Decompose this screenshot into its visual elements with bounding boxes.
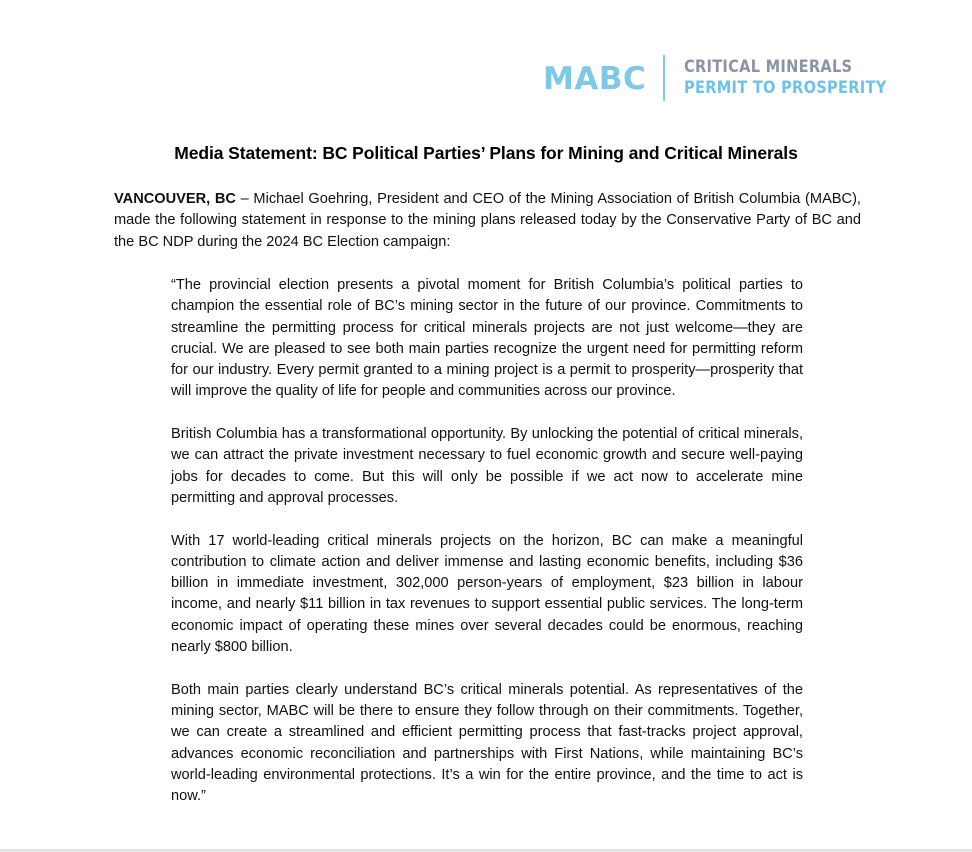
quote-paragraph-3: With 17 world-leading critical minerals projects on the horizon, BC can make a meaningful contribution to climate action and deliver immense and lasting economic benefits, including $36 billion in immediate investment, 302,000 person-years of employment, $23 billion in labour income, and nearly $11 billion in tax revenues to support essential public services. The long-term economic impact of operating these mines over several decades could be enormous, reaching nearly $800 billion. bbox=[171, 532, 803, 656]
quote-paragraph-4: Both main parties clearly understand BC’s critical minerals potential. As representatives of the mining sector, MABC will be there to ensure they follow through on their commitments. Together, we can create a streamlined and efficient permitting process that fast-tracks project approval, advances economic reconciliation and partnerships with First Nations, while maintaining BC’s world-leading environmental protections. It’s a win for the entire province, and the time to act is now.” bbox=[171, 681, 803, 805]
quote-block bbox=[171, 275, 803, 807]
logo-tagline bbox=[684, 57, 887, 99]
mabc-logo bbox=[543, 54, 920, 102]
dateline: VANCOUVER, BC bbox=[114, 191, 236, 207]
logo-divider bbox=[663, 55, 665, 101]
quote-paragraph-2: British Columbia has a transformational opportunity. By unlocking the potential of critical minerals, we can attract the private investment necessary to fuel economic growth and secure well-paying jobs for decades to come. But this will only be possible if we act now to accelerate mine permitting and approval processes. bbox=[171, 426, 803, 506]
logo-tagline-line1: CRITICAL MINERALS bbox=[684, 57, 853, 77]
quote-paragraph-1: “The provincial election presents a pivotal moment for British Columbia’s political parties to champion the essential role of BC’s mining sector in the future of our province. Commitments to streamline the permitting process for critical minerals projects are not just welcome—they are crucial. We are pleased to see both main parties recognize the urgent need for permitting reform for our industry. Every permit granted to a mining project is a permit to prosperity—prosperity that will improve the quality of life for people and communities across our province. bbox=[171, 277, 803, 400]
page-title: Media Statement: BC Political Parties’ Plans for Mining and Critical Minerals bbox=[174, 143, 798, 163]
intro-paragraph bbox=[114, 189, 861, 253]
logo-tagline-line2: PERMIT TO PROSPERITY bbox=[684, 78, 887, 98]
logo-wordmark: MABC bbox=[543, 60, 647, 97]
intro-text: – Michael Goehring, President and CEO of the Mining Association of British Columbia (MABC), made the following statement in response to the mining plans released today by the Conservative Party of BC and the BC NDP during the 2024 BC Election campaign: bbox=[114, 191, 861, 250]
